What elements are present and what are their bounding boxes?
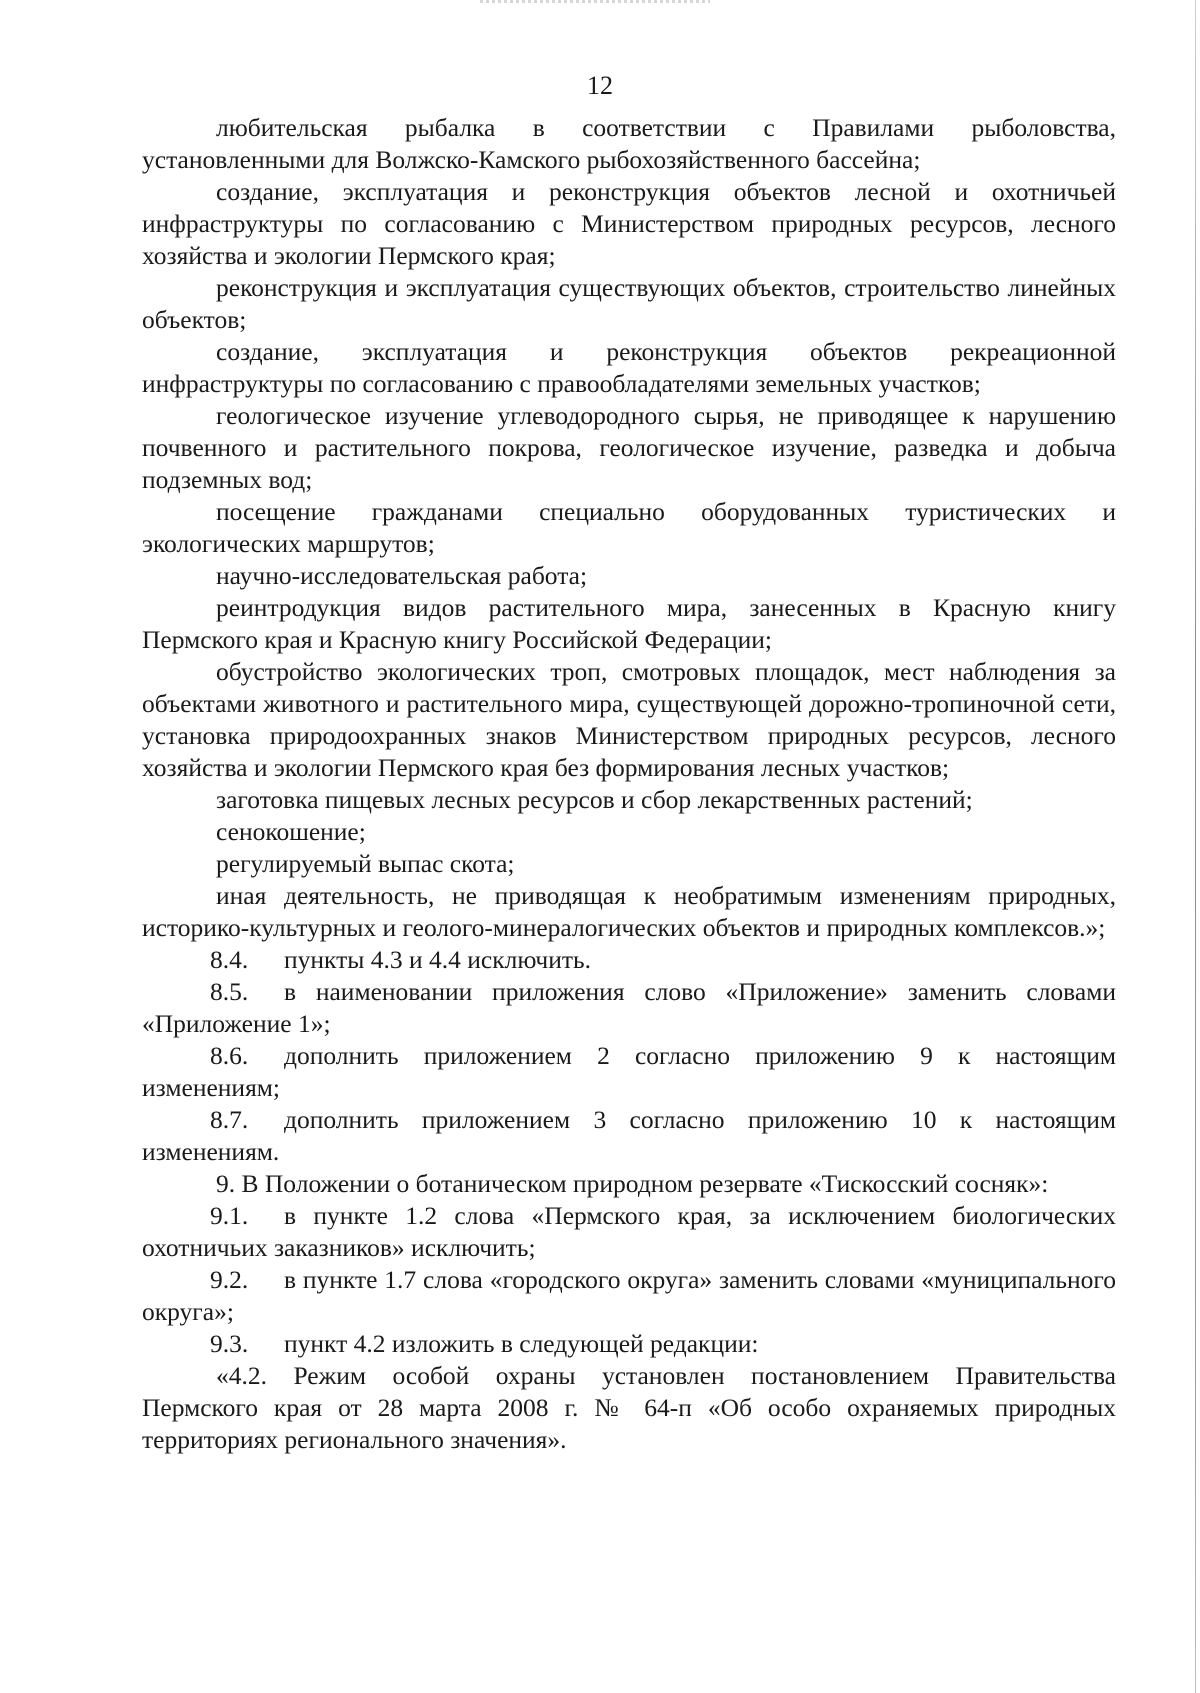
item-text: в пункте 1.7 слова «городского округа» заменить словами «муниципального округа»;: [142, 1265, 1116, 1326]
paragraph: посещение гражданами специально оборудованных туристических и экологических маршрутов;: [142, 497, 1116, 558]
paragraph: сенокошение;: [216, 817, 366, 846]
item-text: пункты 4.3 и 4.4 исключить.: [284, 945, 592, 974]
paragraph: геологическое изучение углеводородного сырья, не приводящее к нарушению почвенного и растительного покрова, геологическое изучение, разведка и добыча подземных вод;: [142, 401, 1116, 494]
paragraph: научно-исследовательская работа;: [216, 561, 588, 590]
item-text: пункт 4.2 изложить в следующей редакции:: [284, 1329, 759, 1358]
item-number: 8.5.: [210, 977, 249, 1006]
paragraph: создание, эксплуатация и реконструкция объектов лесной и охотничьей инфраструктуры по согласованию с Министерством природных ресурсов, лесного хозяйства и экологии Пермского края;: [142, 177, 1116, 270]
scan-artifact-edge: [1195, 0, 1196, 1693]
item-number: 8.4.: [210, 945, 249, 974]
list-item-8-4: [142, 944, 1116, 976]
list-item-8-5: [142, 976, 1116, 1040]
paragraph: регулируемый выпас скота;: [216, 849, 515, 878]
paragraph: обустройство экологических троп, смотровых площадок, мест наблюдения за объектами животного и растительного мира, существующей дорожно-тропиночной сети, установка природоохранных знаков Министерством природных ресурсов, лесного хозяйства и экологии Пермского края без формирования лесных участков;: [142, 657, 1116, 782]
list-item-8-7: [142, 1104, 1116, 1168]
paragraph: заготовка пищевых лесных ресурсов и сбор лекарственных растений;: [216, 785, 973, 814]
item-text: дополнить приложением 3 согласно приложению 10 к настоящим изменениям.: [142, 1105, 1116, 1166]
list-item-8-6: [142, 1040, 1116, 1104]
paragraph: иная деятельность, не приводящая к необратимым изменениям природных, историко-культурных и геолого-минералогических объектов и природных комплексов.»;: [142, 881, 1116, 942]
item-text: в пункте 1.2 слова «Пермского края, за исключением биологических охотничьих заказников» исключить;: [142, 1201, 1116, 1262]
document-body: [142, 112, 1116, 1456]
scan-artifact-top: [480, 0, 710, 3]
item-number: 9.2.: [210, 1265, 249, 1294]
quoted-clause: «4.2. Режим особой охраны установлен постановлением Правительства Пермского края от 28 марта 2008 г. № 64-п «Об особо охраняемых природных территориях регионального значения».: [142, 1361, 1116, 1454]
item-number: 9.3.: [210, 1329, 249, 1358]
paragraph: создание, эксплуатация и реконструкция объектов рекреационной инфраструктуры по согласованию с правообладателями земельных участков;: [142, 337, 1116, 398]
list-item-9-2: [142, 1264, 1116, 1328]
item-text: дополнить приложением 2 согласно приложению 9 к настоящим изменениям;: [142, 1041, 1116, 1102]
item-number: 8.6.: [210, 1041, 249, 1070]
section-9-heading: 9. В Положении о ботаническом природном резервате «Тискосский сосняк»:: [216, 1169, 1049, 1198]
item-text: в наименовании приложения слово «Приложение» заменить словами «Приложение 1»;: [142, 977, 1116, 1038]
paragraph: любительская рыбалка в соответствии с Правилами рыболовства, установленными для Волжско-Камского рыбохозяйственного бассейна;: [142, 113, 1116, 174]
paragraph: реинтродукция видов растительного мира, занесенных в Красную книгу Пермского края и Красную книгу Российской Федерации;: [142, 593, 1116, 654]
item-number: 8.7.: [210, 1105, 249, 1134]
paragraph: реконструкция и эксплуатация существующих объектов, строительство линейных объектов;: [142, 273, 1116, 334]
list-item-9-3: [142, 1328, 1116, 1360]
item-number: 9.1.: [210, 1201, 249, 1230]
list-item-9-1: [142, 1200, 1116, 1264]
page-number: 12: [587, 71, 613, 100]
